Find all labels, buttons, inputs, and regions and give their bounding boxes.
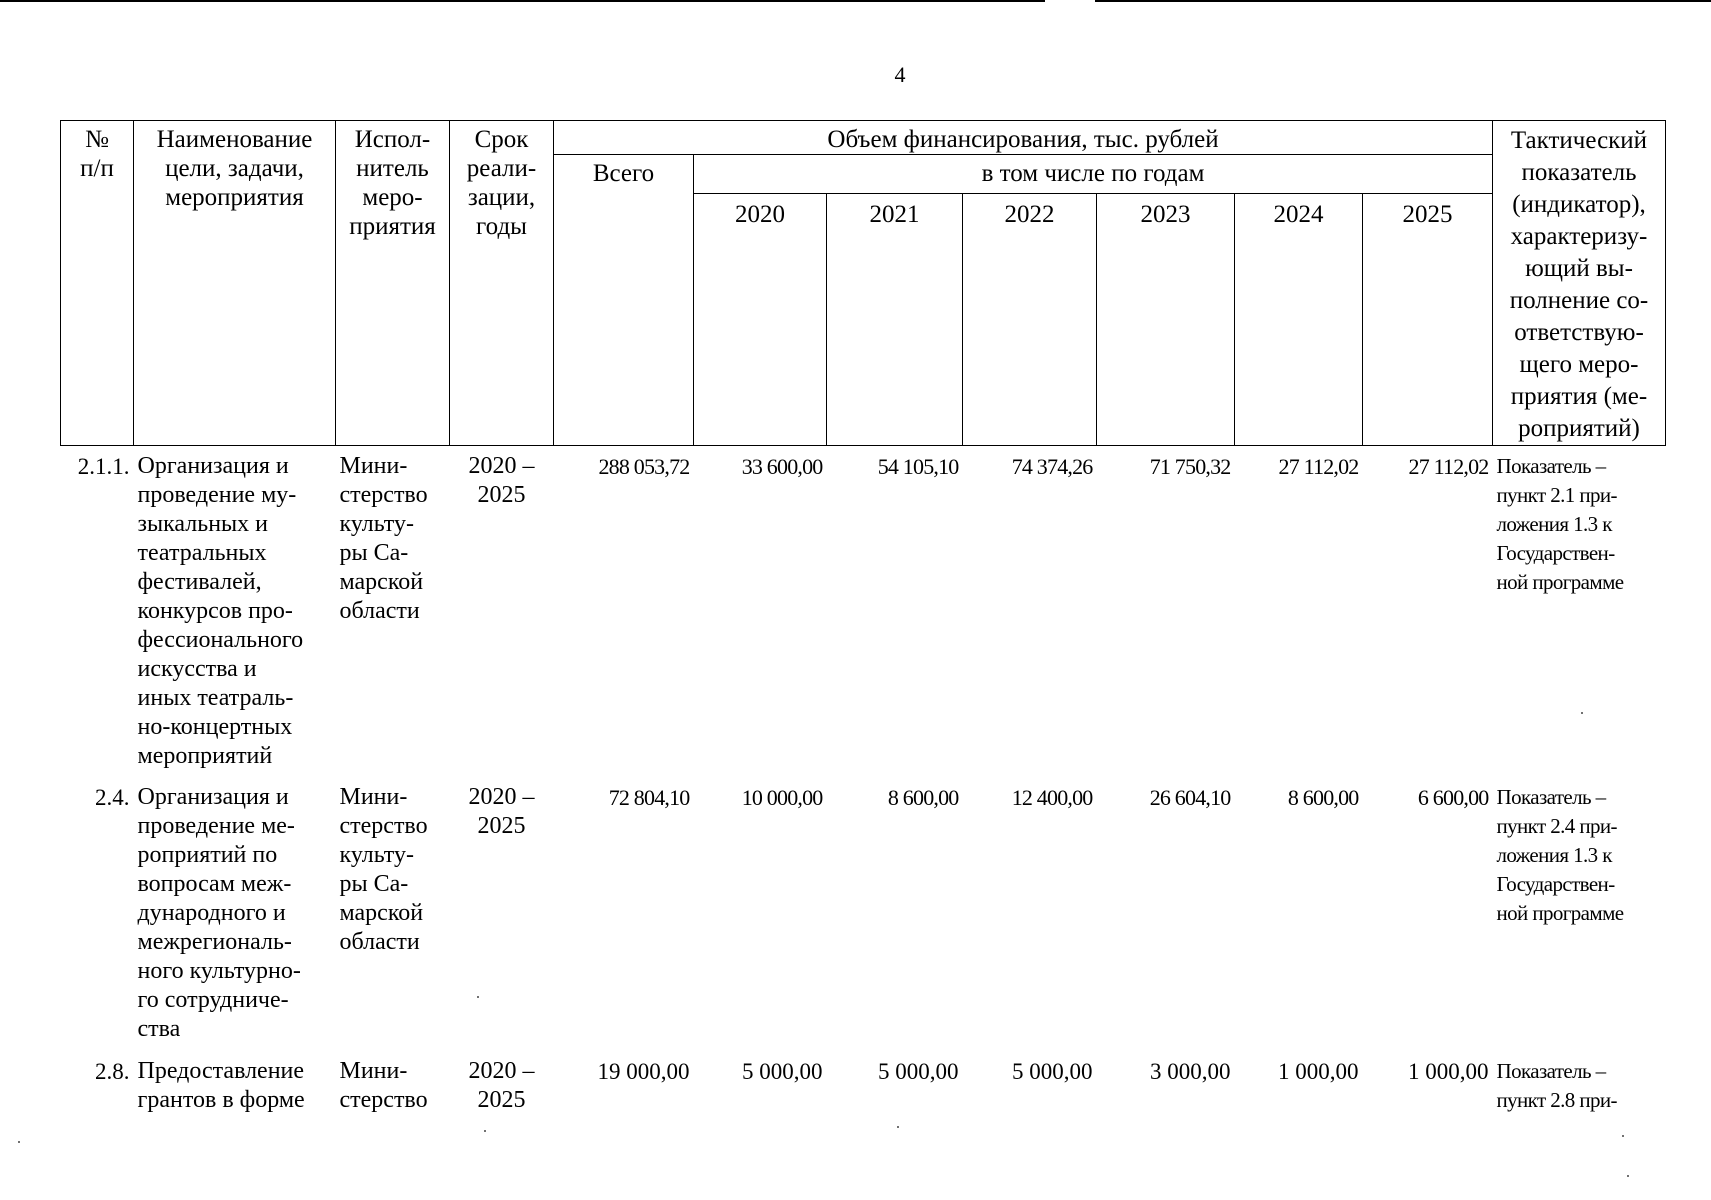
row-year-2025: 1 000,00 [1408,1059,1489,1084]
row-indicator: Показатель – пункт 2.4 при- ложения 1.3 к Государствен- ной программе [1496,785,1624,925]
scan-speck [484,1130,486,1132]
row-indicator: Показатель – пункт 2.8 при- [1496,1059,1617,1112]
row-total: 19 000,00 [597,1059,690,1084]
row-name: Организация и проведение му- зыкальных и театральных фестивалей, конкурсов про- фессионального искусства и иных театраль- но-концертных мероприятий [137,453,304,769]
row-year-2021: 5 000,00 [878,1059,959,1084]
row-year-2024: 1 000,00 [1278,1059,1359,1084]
row-number: 2.8. [95,1059,130,1084]
scan-speck [18,1141,20,1143]
row-executor: Мини- стерство культу- ры Са- марской области [339,784,428,955]
row-executor: Мини- стерство культу- ры Са- марской области [339,453,428,624]
header-total: Всего [554,155,694,446]
row-year-2021: 8 600,00 [887,785,959,810]
row-name: Предоставление грантов в форме [137,1058,305,1113]
scan-edge-line [0,0,1711,2]
row-year-2023: 3 000,00 [1150,1059,1231,1084]
header-year-2022: 2022 [963,194,1097,446]
row-period: 2020 – 2025 [468,453,535,508]
table-row [61,777,1666,1051]
row-executor: Мини- стерство [339,1058,428,1113]
row-year-2022: 74 374,26 [1011,454,1093,479]
row-period: 2020 – 2025 [468,784,535,839]
header-name: Наименование цели, задачи, мероприятия [134,121,336,446]
header-year-2020: 2020 [694,194,827,446]
table-row [61,446,1666,778]
row-year-2025: 27 112,02 [1408,454,1489,479]
scan-speck [1581,712,1583,714]
row-year-2022: 5 000,00 [1012,1059,1093,1084]
header-period: Срок реали- зации, годы [450,121,554,446]
row-year-2020: 5 000,00 [742,1059,823,1084]
row-indicator: Показатель – пункт 2.1 при- ложения 1.3 к Государствен- ной программе [1496,454,1624,594]
scan-speck [897,1126,899,1128]
scan-speck [1627,1175,1629,1177]
table-header [61,121,1666,446]
row-name: Организация и проведение ме- роприятий по вопросам меж- дународного и межрегиональ- ного культурно- го сотрудниче- ства [137,784,301,1042]
header-year-2023: 2023 [1097,194,1235,446]
header-number: № п/п [61,121,134,446]
header-by-years: в том числе по годам [694,155,1493,194]
scan-speck [1622,1135,1624,1137]
table-row [61,1051,1666,1127]
scan-speck [477,996,479,998]
row-year-2021: 54 105,10 [877,454,959,479]
row-total: 288 053,72 [598,454,690,479]
header-funding-title: Объем финансирования, тыс. рублей [554,121,1493,155]
header-year-2025: 2025 [1363,194,1493,446]
row-total: 72 804,10 [608,785,690,810]
header-executor: Испол- нитель меро- приятия [336,121,450,446]
row-year-2022: 12 400,00 [1011,785,1093,810]
row-number: 2.4. [95,785,130,810]
page-number: 4 [894,62,906,87]
row-year-2024: 8 600,00 [1287,785,1359,810]
row-year-2020: 33 600,00 [741,454,823,479]
header-year-2024: 2024 [1235,194,1363,446]
scan-edge-gap [1045,0,1095,3]
row-year-2024: 27 112,02 [1278,454,1359,479]
funding-table [60,120,1666,1127]
row-number: 2.1.1. [77,454,130,479]
row-year-2023: 71 750,32 [1149,454,1231,479]
header-indicator: Тактический показатель (индикатор), характеризу- ющий вы- полнение со- ответствую- щего меро- приятия (ме- роприятий) [1493,121,1666,446]
row-year-2023: 26 604,10 [1149,785,1231,810]
header-year-2021: 2021 [827,194,963,446]
row-period: 2020 – 2025 [468,1058,535,1113]
row-year-2025: 6 600,00 [1417,785,1489,810]
row-year-2020: 10 000,00 [741,785,823,810]
